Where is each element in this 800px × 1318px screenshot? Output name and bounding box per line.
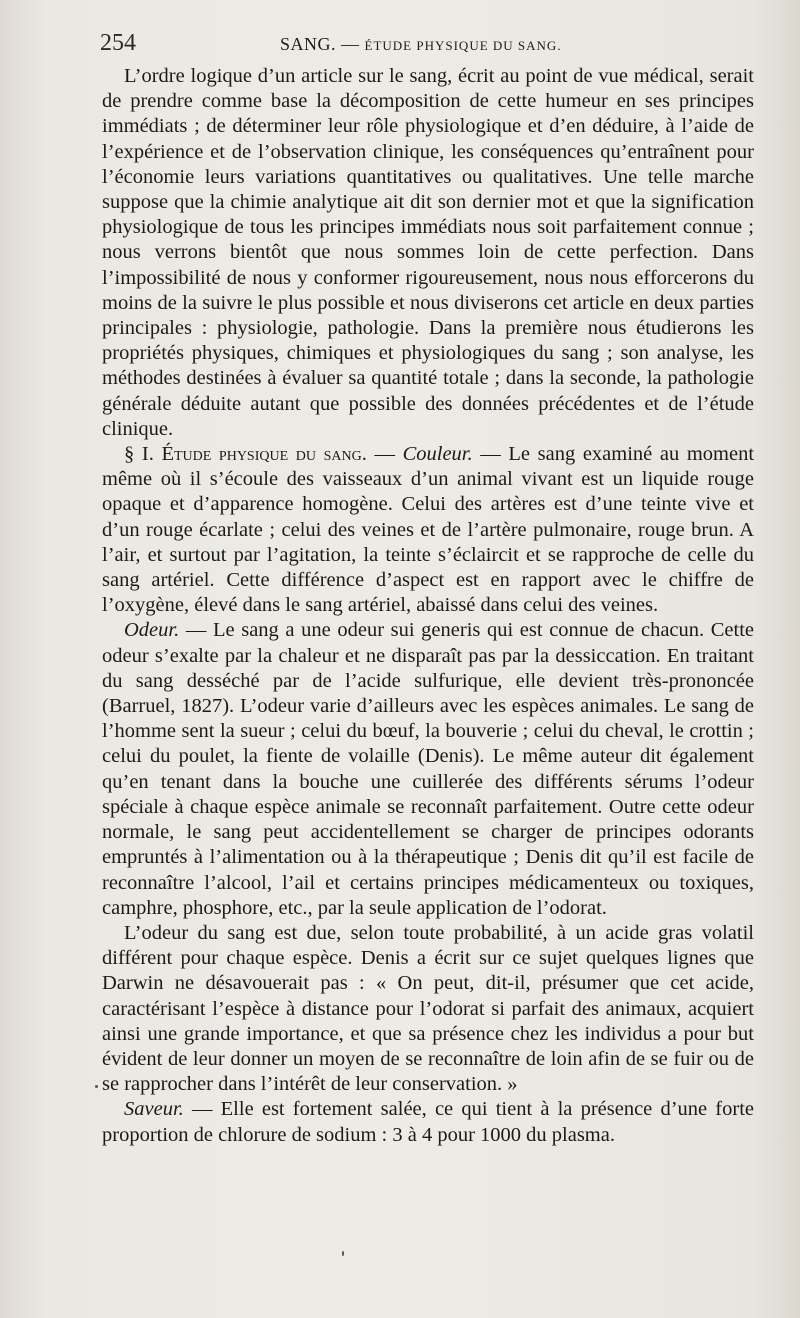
heading-dash: — (191, 1098, 213, 1121)
heading-dash: — (480, 443, 501, 466)
page-number: 254 (100, 30, 136, 56)
section-mark: § I. (124, 443, 154, 466)
running-head-title: SANG. (280, 34, 337, 54)
paragraph-intro: L’ordre logique d’un article sur le sang, écrit au point de vue médical, serait de prendre comme base la décomposition de cette humeur en ses principes immédiats ; de déterminer leur rôle physiologique et d’en déduire, à l’aide de l’expérience et de l’observation clinique, les conséquences qu’entraînent pour l’économie leurs variations quantitatives ou qualitatives. Une telle marche suppose que la chimie analytique ait dit son dernier mot et que la signification physiologique de tous les principes immédiats nous soit parfaitement connue ; nous verrons bientôt que nous sommes loin de cette perfection. Dans l’impossibilité de nous y conformer rigoureusement, nous nous efforcerons du moins de la suivre le plus possible et nous diviserons cet article en deux parties principales : physiologie, pathologie. Dans la première nous étudierons les propriétés physiques, chimiques et physiologiques du sang ; son analyse, les méthodes destinées à évaluer sa quantité totale ; dans la seconde, la pathologie générale déduite autant que possible des données précédentes et de l’étude clinique. (102, 65, 754, 440)
print-speck (342, 1251, 344, 1256)
paragraph-odeur-text: Le sang a une odeur sui generis qui est connue de chacun. Cette odeur s’exalte par la chaleur et ne disparaît pas par la dessiccation. En traitant du sang desséché par de l’acide sulfurique, elle devient très-prononcée (Barruel, 1827). L’odeur varie d’ailleurs avec les espèces animales. Le sang de l’homme sent la sueur ; celui du bœuf, la bouverie ; celui du cheval, le crottin ; celui du poulet, la fiente de volaille (Denis). Le même auteur dit également qu’en tenant dans la bouche une cuillerée des différents sérums l’odeur spéciale à chaque espèce animale se reconnaît parfaitement. Outre cette odeur normale, le sang peut accidentellement se charger de principes odorants empruntés à l’alimentation ou à la thérapeutique ; Denis dit qu’il est facile de reconnaître l’alcool, l’ail et certains principes médicamenteux ou toxiques, camphre, phosphore, etc., par la seule application de l’odorat. (102, 619, 755, 919)
paragraph-saveur-text: Elle est fortement salée, ce qui tient à la présence d’une forte proportion de chlorure de sodium : 3 à 4 pour 1000 du plasma. (102, 1098, 755, 1146)
page-header (100, 30, 755, 60)
heading-couleur: Couleur. (402, 443, 473, 466)
paragraph-couleur-text: Le sang examiné au moment même où il s’écoule des vaisseaux d’un animal vivant est un liquide rouge opaque et d’apparence homogène. Celui des artères est d’une teinte vive et d’un rouge écarlate ; celui des veines et de l’artère pulmonaire, rouge brun. A l’air, et surtout par l’agitation, la teinte s’éclaircit et se rapproche de celle du sang artériel. Cette différence d’aspect est en rapport avec le chiffre de l’oxygène, élevé dans le sang artériel, abaissé dans celui des veines. (102, 443, 755, 617)
print-speck (95, 1085, 98, 1088)
paragraph-couleur (102, 442, 754, 618)
heading-dash: — (185, 619, 207, 642)
heading-dash: — (374, 443, 395, 466)
paragraph-odeur (102, 618, 754, 920)
heading-odeur: Odeur. (124, 619, 180, 642)
paragraph-saveur (102, 1097, 754, 1147)
heading-saveur: Saveur. (124, 1098, 184, 1121)
paragraph-odeur-acide: L’odeur du sang est due, selon toute probabilité, à un acide gras volatil différent pour chaque espèce. Denis a écrit sur ce sujet quelques lignes que Darwin ne désavouerait pas : « On peut, dit-il, présumer que cet acide, caractérisant l’espèce à distance pour l’odorat si parfait des animaux, acquiert ainsi une grande importance, et que sa présence chez les individus a pour but évident de leur donner un moyen de se reconnaître de loin afin de se fuir ou de se rapprocher dans l’intérêt de leur conservation. » (102, 921, 754, 1096)
running-head (280, 34, 562, 55)
running-head-subtitle: ÉTUDE PHYSIQUE DU SANG. (364, 38, 562, 53)
section-title: Étude physique du sang. (161, 443, 367, 466)
running-head-dash: — (341, 34, 360, 54)
body-text (102, 64, 754, 1148)
